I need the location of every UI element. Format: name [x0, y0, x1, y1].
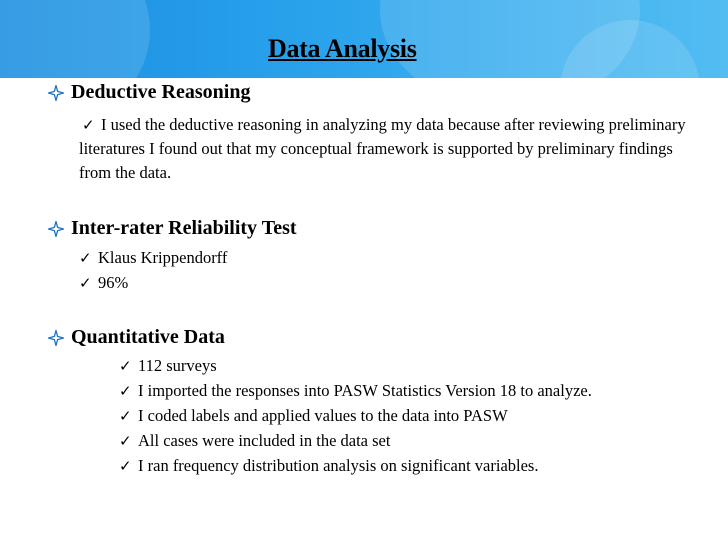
checkmark-icon: ✓ — [119, 457, 132, 475]
four-point-star-icon — [48, 85, 64, 101]
checkmark-icon: ✓ — [119, 432, 132, 450]
section-heading-label: Quantitative Data — [71, 326, 225, 348]
bullet-text: I ran frequency distribution analysis on significant variables. — [138, 456, 539, 475]
section-heading-quantitative-data — [48, 326, 225, 349]
paragraph-bullet — [79, 113, 689, 185]
checkmark-icon: ✓ — [119, 357, 132, 375]
checkmark-icon: ✓ — [79, 274, 92, 292]
bullet-text: I coded labels and applied values to the data into PASW — [138, 406, 508, 425]
list-item — [79, 273, 128, 293]
bullet-text: Klaus Krippendorff — [98, 248, 228, 267]
section-heading-deductive-reasoning — [48, 81, 250, 104]
bullet-text: I imported the responses into PASW Statistics Version 18 to analyze. — [138, 381, 592, 400]
checkmark-icon: ✓ — [79, 249, 92, 267]
checkmark-icon: ✓ — [119, 382, 132, 400]
list-item — [119, 406, 508, 426]
list-item — [119, 431, 390, 451]
checkmark-icon: ✓ — [82, 116, 95, 134]
bullet-text: 96% — [98, 273, 129, 292]
list-item — [119, 456, 538, 476]
section-heading-label: Inter-rater Reliability Test — [71, 217, 297, 239]
checkmark-icon: ✓ — [119, 407, 132, 425]
list-item — [79, 248, 227, 268]
section-heading-label: Deductive Reasoning — [71, 81, 251, 103]
section-heading-inter-rater-reliability-test — [48, 217, 297, 240]
four-point-star-icon — [48, 221, 64, 237]
list-item — [119, 356, 217, 376]
bullet-text: All cases were included in the data set — [138, 431, 391, 450]
bullet-text: 112 surveys — [138, 356, 217, 375]
list-item — [119, 381, 592, 401]
four-point-star-icon — [48, 330, 64, 346]
bullet-text: I used the deductive reasoning in analyzing my data because after reviewing preliminary literatures I found out that my conceptual framework is supported by preliminary findings from the data. — [79, 115, 686, 182]
slide-title: Data Analysis — [268, 34, 417, 63]
